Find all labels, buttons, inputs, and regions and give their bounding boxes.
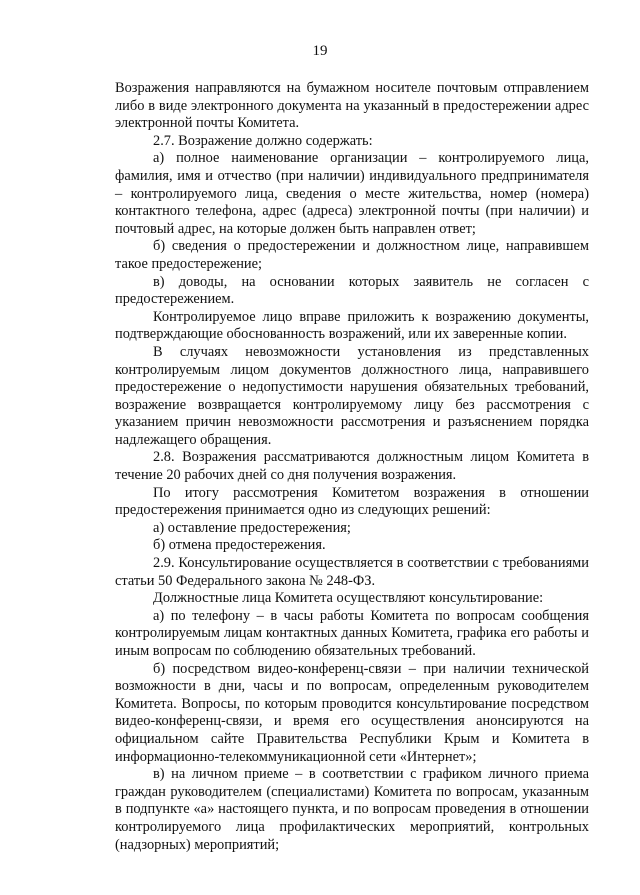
paragraph-2-7-v: в) доводы, на основании которых заявитель не согласен с предостережением. xyxy=(115,273,589,308)
paragraph-2-9: 2.9. Консультирование осуществляется в соответствии с требованиями статьи 50 Федерального закона № 248-ФЗ. xyxy=(115,555,589,589)
paragraph-2-7-heading: 2.7. Возражение должно содержать: xyxy=(153,132,373,149)
paragraph-objections-delivery: Возражения направляются на бумажном носителе почтовым отправлением либо в виде электронного документа на указанный в предостережении адрес электронной почты Комитета. xyxy=(115,80,589,132)
paragraph-return-without-review: В случаях невозможности установления из представленных контролируемым лицом документов должностного лица, направившего предостережение о недопустимости нарушения обязательных требований, возражение возвращается контролируемому лицу без рассмотрения с указанием причин невозможности рассмотрения и разъяснением порядка надлежащего обращения. xyxy=(115,343,589,448)
paragraph-decisions: По итогу рассмотрения Комитетом возражения в отношении предостережения принимается одно из следующих решений: xyxy=(115,484,589,519)
paragraph-decision-b: б) отмена предостережения. xyxy=(153,537,326,554)
page-number: 19 xyxy=(312,43,328,59)
paragraph-2-7-b: б) сведения о предостережении и должностном лице, направившем такое предостережение; xyxy=(115,238,589,272)
paragraph-consulting-b: б) посредством видео-конференц-связи – при наличии технической возможности в дни, часы и по вопросам, определенным руководителем Комитета. Вопросы, по которым проводится консультирование посредством видео-конференц-связи, и время его осуществления анонсируются на официальном сайте Правительства Республики Крым и Комитета в информационно-телекоммуникационной сети «Интернет»; xyxy=(115,660,589,765)
paragraph-consulting-intro: Должностные лица Комитета осуществляют консультирование: xyxy=(153,590,544,607)
paragraph-consulting-a: а) по телефону – в часы работы Комитета по вопросам сообщения контролируемым лицам контактных данных Комитета, графика его работы и иным вопросам по соблюдению обязательных требований. xyxy=(115,607,589,659)
paragraph-2-7-a: а) полное наименование организации – контролируемого лица, фамилия, имя и отчество (при наличии) индивидуального предпринимателя – контролируемого лица, сведения о месте жительства, номер (номера) контактного телефона, адрес (адреса) электронной почты (при наличии) и почтовый адрес, на которые должен быть направлен ответ; xyxy=(115,150,589,237)
paragraph-decision-a: а) оставление предостережения; xyxy=(153,519,351,536)
paragraph-consulting-v: в) на личном приеме – в соответствии с графиком личного приема граждан руководителем (специалистами) Комитета по вопросам, указанным в подпункте «а» настоящего пункта, и по вопросам проведения в отношении контролируемого лица профилактических мероприятий, контрольных (надзорных) мероприятий; xyxy=(115,766,589,853)
body-text xyxy=(115,80,589,854)
paragraph-attachments: Контролируемое лицо вправе приложить к возражению документы, подтверждающие обоснованность возражений, или их заверенные копии. xyxy=(115,308,589,343)
paragraph-2-8: 2.8. Возражения рассматриваются должностным лицом Комитета в течение 20 рабочих дней со дня получения возражения. xyxy=(115,449,589,484)
